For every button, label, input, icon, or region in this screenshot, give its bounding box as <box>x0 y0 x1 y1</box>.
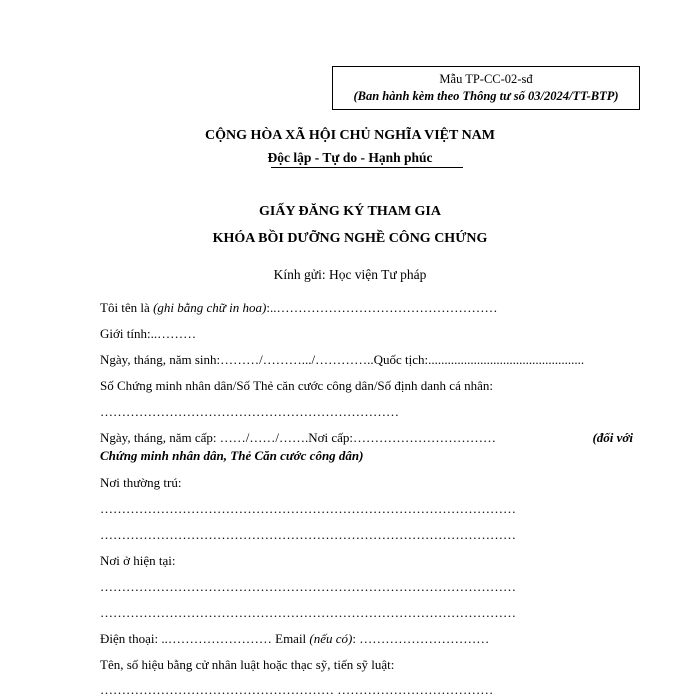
current-address-dots-2: …………………………………………………………………………………… <box>100 605 516 620</box>
name-field <box>100 300 497 316</box>
issue-note-start: (đối với <box>592 430 633 445</box>
contact-field <box>100 631 489 647</box>
issuing-circular: (Ban hành kèm theo Thông tư số 03/2024/TT-BTP) <box>353 89 619 103</box>
gender-field: Giới tính:..……… <box>100 326 197 341</box>
phone-label: Điện thoại: ..…………………… Email <box>100 631 310 646</box>
issue-date-place: Ngày, tháng, năm cấp: ……/……/…….Nơi cấp:…………………………… <box>100 430 496 445</box>
recipient-line: Kính gửi: Học viện Tư pháp <box>273 267 427 282</box>
id-number-dots: …………………………………………………………… <box>100 404 399 419</box>
id-number-label: Số Chứng minh nhân dân/Số Thẻ căn cước công dân/Số định danh cá nhân: <box>100 378 493 393</box>
name-label: Tôi tên là <box>100 300 154 315</box>
name-dots: :..…………………………………………… <box>266 300 498 315</box>
degree-dots: ……………………………………………… ……………………………… <box>100 682 494 697</box>
residence-dots-2: …………………………………………………………………………………… <box>100 527 516 542</box>
document-title-line1: GIẤY ĐĂNG KÝ THAM GIA <box>258 204 441 219</box>
email-hint: (nếu có) <box>309 631 353 646</box>
residence-dots-1: …………………………………………………………………………………… <box>100 501 516 516</box>
dob-nationality-field: Ngày, tháng, năm sinh:………/……….../…………..Quốc tịch:................................................ <box>100 352 585 367</box>
current-address-dots-1: …………………………………………………………………………………… <box>100 579 516 594</box>
issue-date-field <box>100 430 633 446</box>
national-motto: Độc lập - Tự do - Hạnh phúc <box>267 150 433 165</box>
email-dots: : ………………………… <box>352 631 490 646</box>
form-code-box <box>332 66 640 110</box>
issue-note-end: Chứng minh nhân dân, Thẻ Căn cước công dân) <box>100 448 364 463</box>
national-title: CỘNG HÒA XÃ HỘI CHỦ NGHĨA VIỆT NAM <box>204 128 495 143</box>
residence-label: Nơi thường trú: <box>100 475 182 490</box>
name-hint: (ghi bằng chữ in hoa) <box>153 300 267 315</box>
form-code: Mẫu TP-CC-02-sđ <box>439 72 533 86</box>
degree-label: Tên, số hiệu bằng cử nhân luật hoặc thạc sỹ, tiến sỹ luật: <box>100 657 395 672</box>
motto-underline <box>271 167 463 168</box>
current-address-label: Nơi ở hiện tại: <box>100 553 176 568</box>
document-title-line2: KHÓA BỒI DƯỠNG NGHỀ CÔNG CHỨNG <box>212 231 488 246</box>
